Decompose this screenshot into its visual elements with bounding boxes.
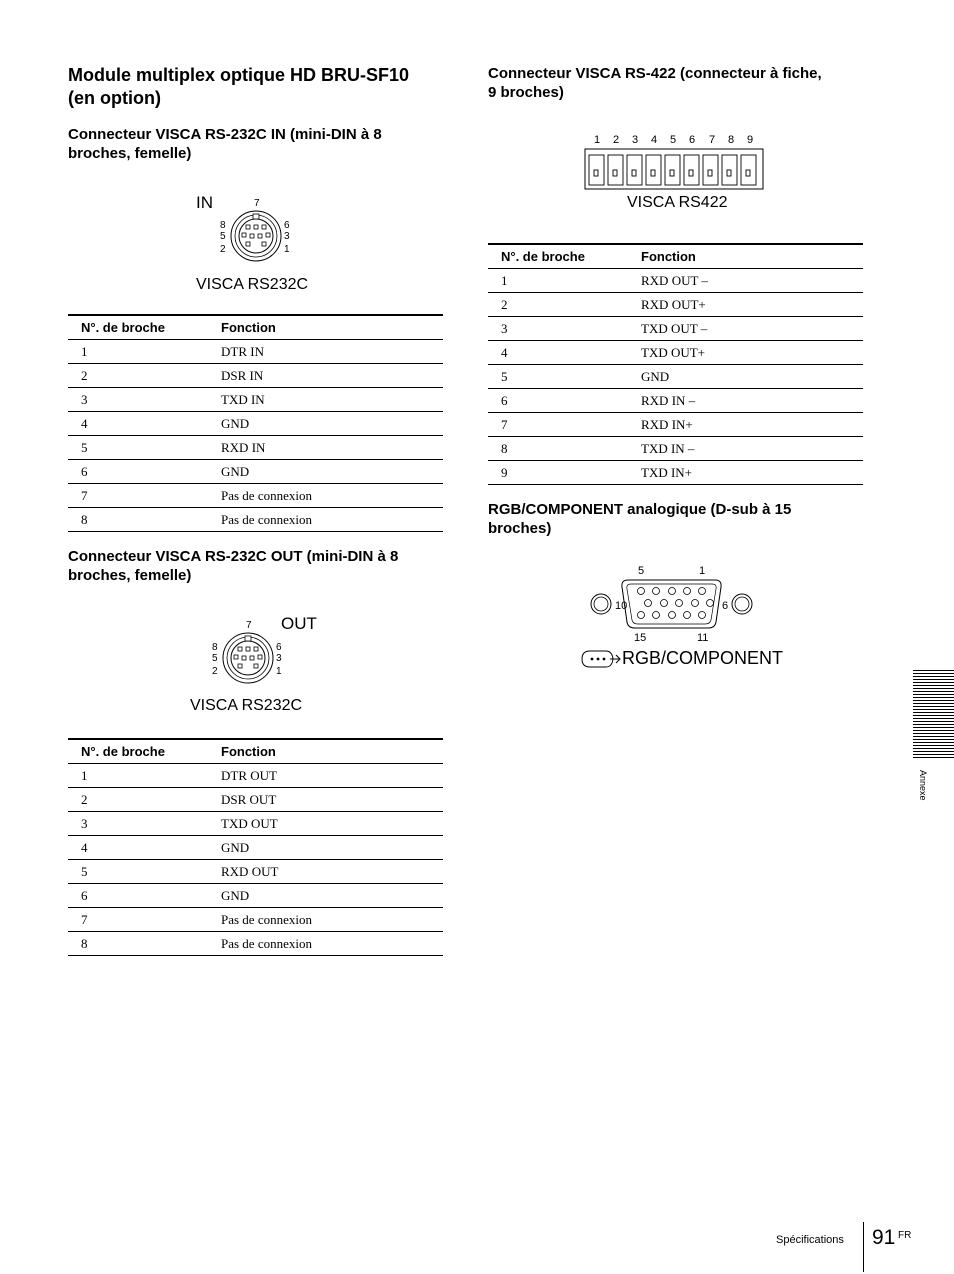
function-cell: Pas de connexion	[221, 508, 443, 532]
out-pin-label-3: 3	[276, 653, 282, 664]
function-cell: GND	[641, 365, 863, 389]
function-cell: TXD IN	[221, 388, 443, 412]
table-header-row	[68, 315, 443, 340]
in-pin-label-6: 6	[284, 220, 290, 231]
in-pin-table	[68, 314, 443, 532]
rs422-pin-table	[488, 243, 863, 485]
table-row	[68, 884, 443, 908]
pin-cell: 1	[68, 764, 221, 788]
in-section-title	[68, 125, 382, 163]
out-pin-label-7: 7	[246, 620, 252, 631]
function-cell: RXD IN –	[641, 389, 863, 413]
out-section-title	[68, 547, 398, 585]
rs422-terminal-block-diagram	[584, 131, 766, 193]
col-header-function: Fonction	[221, 739, 443, 764]
main-title-line2: (en option)	[68, 88, 161, 108]
table-row	[68, 764, 443, 788]
function-cell: RXD OUT –	[641, 269, 863, 293]
pin-cell: 8	[68, 932, 221, 956]
table-row	[488, 461, 863, 485]
in-diagram-tag: IN	[196, 193, 213, 212]
rgb-title-line1: RGB/COMPONENT analogique (D-sub à 15	[488, 501, 792, 518]
out-pin-label-5: 5	[212, 653, 218, 664]
table-row	[68, 860, 443, 884]
function-cell: DSR OUT	[221, 788, 443, 812]
function-cell: RXD IN+	[641, 413, 863, 437]
in-pin-label-1: 1	[284, 244, 290, 255]
pin-cell: 1	[488, 269, 641, 293]
pin-cell: 7	[488, 413, 641, 437]
pin-cell: 4	[488, 341, 641, 365]
table-row	[68, 508, 443, 532]
pin-cell: 5	[488, 365, 641, 389]
dsub-pin-label-5: 5	[638, 565, 645, 577]
dsub-pin-label-15: 15	[634, 632, 647, 644]
table-row	[68, 788, 443, 812]
in-pin-label-7: 7	[254, 198, 260, 209]
col-header-function: Fonction	[221, 315, 443, 340]
function-cell: TXD OUT –	[641, 317, 863, 341]
rs422-pin-label: 1	[594, 134, 601, 146]
function-cell: RXD IN	[221, 436, 443, 460]
pin-cell: 6	[488, 389, 641, 413]
pin-cell: 2	[68, 364, 221, 388]
rs422-pin-label: 3	[632, 134, 639, 146]
table-row	[488, 437, 863, 461]
side-tab-label: Annexe	[918, 770, 928, 801]
table-row	[488, 413, 863, 437]
rs422-diagram-caption: VISCA RS422	[627, 194, 728, 211]
in-title-line2: broches, femelle)	[68, 145, 192, 162]
out-diagram-tag: OUT	[281, 614, 317, 633]
function-cell: RXD OUT+	[641, 293, 863, 317]
rs422-pin-label: 9	[747, 134, 754, 146]
pin-cell: 2	[68, 788, 221, 812]
pin-cell: 1	[68, 340, 221, 364]
table-row	[68, 388, 443, 412]
pin-cell: 5	[68, 436, 221, 460]
table-row	[68, 812, 443, 836]
table-row	[68, 484, 443, 508]
pin-cell: 8	[488, 437, 641, 461]
function-cell: Pas de connexion	[221, 908, 443, 932]
table-row	[488, 365, 863, 389]
in-pin-label-5: 5	[220, 231, 226, 242]
table-row	[488, 269, 863, 293]
out-pin-label-8: 8	[212, 642, 218, 653]
dsub15-connector-diagram	[588, 562, 758, 646]
table-row	[488, 389, 863, 413]
in-pin-label-2: 2	[220, 244, 226, 255]
main-title-line1: Module multiplex optique HD BRU-SF10	[68, 65, 410, 85]
function-cell: TXD IN –	[641, 437, 863, 461]
pin-cell: 4	[68, 412, 221, 436]
main-title	[68, 64, 409, 110]
pin-cell: 6	[68, 884, 221, 908]
table-header-row	[68, 739, 443, 764]
col-header-pin: N°. de broche	[488, 244, 641, 269]
pin-cell: 6	[68, 460, 221, 484]
page-number: 91	[872, 1226, 896, 1249]
rs422-title-line2: 9 broches)	[488, 84, 564, 101]
in-title-line1: Connecteur VISCA RS-232C IN (mini-DIN à 8	[68, 126, 382, 143]
out-pin-label-6: 6	[276, 642, 282, 653]
table-row	[68, 340, 443, 364]
table-row	[68, 364, 443, 388]
rgb-diagram-caption: RGB/COMPONENT	[622, 648, 784, 668]
out-title-line1: Connecteur VISCA RS-232C OUT (mini-DIN à 8	[68, 548, 399, 565]
video-signal-icon	[580, 648, 622, 670]
pin-cell: 7	[68, 484, 221, 508]
col-header-function: Fonction	[641, 244, 863, 269]
rs422-pin-label: 7	[709, 134, 716, 146]
rs422-section-title	[488, 64, 822, 102]
out-pin-table	[68, 738, 443, 956]
function-cell: Pas de connexion	[221, 932, 443, 956]
pin-cell: 9	[488, 461, 641, 485]
in-pin-label-8: 8	[220, 220, 226, 231]
function-cell: Pas de connexion	[221, 484, 443, 508]
table-row	[68, 908, 443, 932]
pin-cell: 3	[68, 388, 221, 412]
function-cell: GND	[221, 412, 443, 436]
pin-cell: 3	[68, 812, 221, 836]
rs422-pin-label: 4	[651, 134, 658, 146]
in-pin-label-3: 3	[284, 231, 290, 242]
mini-din-in-connector-diagram	[214, 194, 298, 264]
table-row	[68, 836, 443, 860]
pin-cell: 8	[68, 508, 221, 532]
rs422-pin-numbers	[594, 134, 753, 146]
table-row	[68, 460, 443, 484]
pin-cell: 7	[68, 908, 221, 932]
function-cell: TXD OUT	[221, 812, 443, 836]
rs422-pin-label: 6	[689, 134, 696, 146]
function-cell: GND	[221, 836, 443, 860]
dsub-pin-label-10: 10	[615, 600, 628, 612]
table-row	[488, 341, 863, 365]
table-row	[488, 293, 863, 317]
out-pin-label-2: 2	[212, 666, 218, 677]
table-row	[68, 412, 443, 436]
dsub-pin-label-6: 6	[722, 600, 729, 612]
table-row	[488, 317, 863, 341]
table-header-row	[488, 244, 863, 269]
side-tab-bars	[913, 670, 954, 760]
rs422-pin-label: 5	[670, 134, 677, 146]
function-cell: RXD OUT	[221, 860, 443, 884]
dsub-pin-label-11: 11	[697, 632, 709, 644]
table-row	[68, 436, 443, 460]
function-cell: TXD OUT+	[641, 341, 863, 365]
pin-cell: 4	[68, 836, 221, 860]
function-cell: DTR OUT	[221, 764, 443, 788]
table-row	[68, 932, 443, 956]
pin-cell: 2	[488, 293, 641, 317]
col-header-pin: N°. de broche	[68, 739, 221, 764]
function-cell: DTR IN	[221, 340, 443, 364]
rs422-pin-label: 8	[728, 134, 735, 146]
out-diagram-caption: VISCA RS232C	[190, 697, 303, 714]
function-cell: DSR IN	[221, 364, 443, 388]
rs422-pin-label: 2	[613, 134, 620, 146]
rgb-section-title	[488, 500, 791, 538]
dsub-pin-label-1: 1	[699, 565, 706, 577]
rgb-title-line2: broches)	[488, 520, 552, 537]
function-cell: TXD IN+	[641, 461, 863, 485]
col-header-pin: N°. de broche	[68, 315, 221, 340]
language-code: FR	[898, 1230, 912, 1241]
footer-divider	[863, 1222, 864, 1272]
function-cell: GND	[221, 460, 443, 484]
function-cell: GND	[221, 884, 443, 908]
rs422-title-line1: Connecteur VISCA RS-422 (connecteur à fiche,	[488, 65, 822, 82]
pin-cell: 5	[68, 860, 221, 884]
pin-cell: 3	[488, 317, 641, 341]
mini-din-out-connector-diagram	[206, 616, 290, 686]
out-title-line2: broches, femelle)	[68, 567, 192, 584]
in-diagram-caption: VISCA RS232C	[196, 276, 309, 293]
out-pin-label-1: 1	[276, 666, 282, 677]
footer-section-name: Spécifications	[776, 1234, 844, 1246]
